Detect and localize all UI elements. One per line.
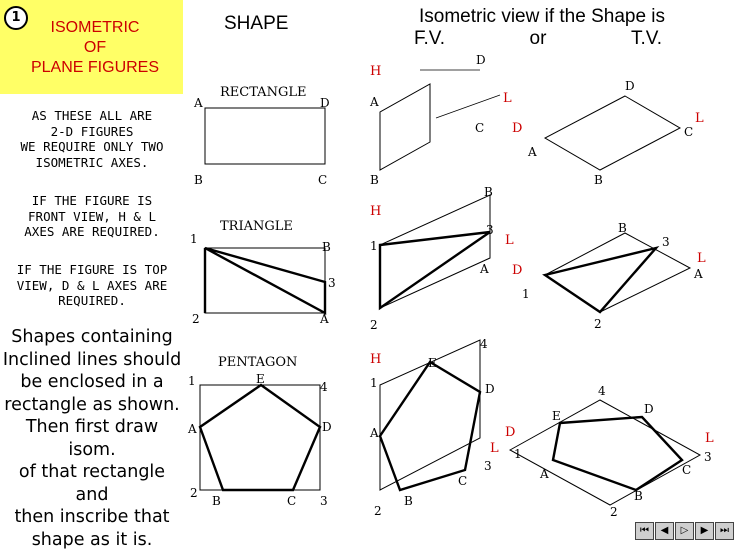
svg-text:D: D [485, 382, 495, 396]
svg-text:A: A [370, 426, 379, 440]
svg-text:B: B [404, 494, 413, 508]
svg-text:B: B [618, 221, 627, 235]
rectangle-iso-fv [369, 53, 512, 187]
pentagon-row [187, 337, 714, 519]
svg-text:L: L [697, 251, 706, 266]
svg-text:D: D [512, 121, 523, 136]
svg-text:B: B [194, 173, 203, 187]
svg-text:C: C [318, 173, 328, 187]
rectangle-shape [193, 85, 330, 187]
svg-text:E: E [256, 372, 265, 386]
svg-text:2: 2 [190, 486, 198, 500]
svg-text:D: D [320, 96, 330, 110]
svg-text:2: 2 [610, 505, 618, 519]
shape-column-header: SHAPE [224, 13, 289, 34]
svg-text:A: A [540, 467, 549, 481]
svg-text:3: 3 [486, 223, 494, 237]
slide-navigation [634, 522, 734, 540]
note-inclined-lines: Shapes containing Inclined lines should be enclosed in a rectangle as shown. Then first draw isom. of that rectangle and then inscribe that shape as it is. [2, 327, 182, 550]
svg-text:A: A [194, 96, 203, 110]
svg-text:D: D [476, 53, 486, 67]
rectangle-row [193, 53, 704, 187]
svg-text:2: 2 [370, 318, 378, 332]
shape-name-rectangle: RECTANGLE [220, 85, 307, 100]
svg-text:L: L [705, 431, 714, 446]
svg-text:A: A [480, 262, 489, 276]
svg-text:1: 1 [522, 287, 530, 301]
rectangle-iso-tv [512, 79, 704, 187]
svg-text:B: B [634, 489, 643, 503]
svg-text:1: 1 [370, 376, 378, 390]
svg-text:H: H [370, 204, 382, 219]
pentagon-shape [187, 355, 332, 508]
svg-text:B: B [370, 173, 379, 187]
svg-text:E: E [552, 409, 561, 423]
svg-text:C: C [682, 463, 692, 477]
svg-text:C: C [287, 494, 297, 508]
svg-text:C: C [458, 474, 468, 488]
svg-text:1: 1 [188, 374, 196, 388]
note-top-view: IF THE FIGURE IS TOP VIEW, D & L AXES ARE REQUIRED. [16, 262, 168, 308]
svg-text:L: L [695, 111, 704, 126]
svg-text:4: 4 [320, 380, 328, 394]
svg-text:C: C [475, 121, 485, 135]
shape-name-triangle: TRIANGLE [220, 219, 293, 234]
svg-text:H: H [370, 352, 382, 367]
iso-column-header: Isometric view if the Shape is F.V. or T.V. [414, 6, 666, 49]
svg-text:3: 3 [320, 494, 328, 508]
svg-text:2: 2 [374, 504, 382, 518]
svg-text:3: 3 [328, 276, 336, 290]
note-2d-figures: AS THESE ALL ARE 2-D FIGURES WE REQUIRE ONLY TWO ISOMETRIC AXES. [20, 108, 164, 170]
triangle-iso-fv [370, 185, 514, 332]
svg-text:D: D [512, 263, 523, 278]
pentagon-iso-fv [369, 337, 499, 518]
svg-text:3: 3 [704, 450, 712, 464]
svg-text:2: 2 [594, 317, 602, 331]
svg-text:H: H [370, 64, 382, 79]
svg-text:1: 1 [190, 232, 198, 246]
shape-name-pentagon: PENTAGON [218, 355, 298, 370]
title-line-2: OF [83, 39, 107, 56]
triangle-row [190, 185, 706, 332]
svg-text:B: B [484, 185, 493, 199]
svg-text:D: D [505, 425, 516, 440]
last-slide-icon[interactable]: ⏭ [715, 522, 734, 540]
next-slide-icon[interactable]: ▶ [695, 522, 714, 540]
svg-text:C: C [684, 125, 694, 139]
svg-text:3: 3 [662, 235, 670, 249]
svg-text:2: 2 [192, 312, 200, 326]
title-line-3: PLANE FIGURES [30, 59, 160, 76]
svg-text:D: D [644, 402, 654, 416]
svg-text:A: A [370, 95, 379, 109]
note-front-view: IF THE FIGURE IS FRONT VIEW, H & L AXES ARE REQUIRED. [24, 193, 160, 239]
play-icon[interactable]: ▷ [675, 522, 694, 540]
svg-text:A: A [694, 267, 703, 281]
svg-text:L: L [503, 91, 512, 106]
title-line-1: ISOMETRIC [50, 19, 140, 36]
svg-text:3: 3 [484, 459, 492, 473]
svg-text:1: 1 [370, 239, 378, 253]
svg-text:L: L [505, 233, 514, 248]
prev-slide-icon[interactable]: ◀ [655, 522, 674, 540]
svg-text:1: 1 [514, 447, 522, 461]
svg-text:A: A [320, 312, 329, 326]
svg-text:L: L [490, 441, 499, 456]
svg-text:D: D [625, 79, 635, 93]
svg-text:4: 4 [598, 384, 606, 398]
svg-text:4: 4 [480, 337, 488, 351]
svg-text:B: B [212, 494, 221, 508]
svg-text:B: B [322, 240, 331, 254]
svg-text:A: A [528, 145, 537, 159]
slide-number: 1 [4, 6, 28, 30]
first-slide-icon[interactable]: ⏮ [635, 522, 654, 540]
svg-text:A: A [188, 422, 197, 436]
pentagon-iso-tv [505, 384, 714, 519]
svg-text:E: E [428, 356, 437, 370]
svg-text:D: D [322, 420, 332, 434]
triangle-shape [190, 219, 336, 326]
svg-text:B: B [594, 173, 603, 187]
triangle-iso-tv [512, 221, 706, 331]
